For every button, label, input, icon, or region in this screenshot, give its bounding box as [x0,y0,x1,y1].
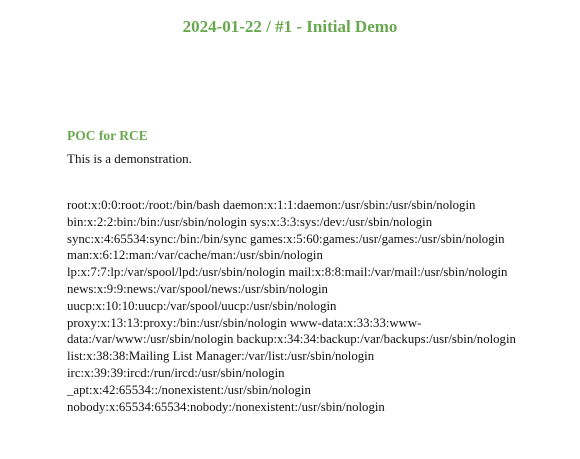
intro-text: This is a demonstration. [67,151,192,166]
section-heading: POC for RCE [67,128,148,143]
command-output: root:x:0:0:root:/root:/bin/bash daemon:x:1:1:daemon:/usr/sbin:/usr/sbin/nologin bin:x:2:2:bin:/bin:/usr/sbin/nologin sys:x:3:3:sys:/dev:/usr/sbin/nologin sync:x:4:65534:sync:/bin:/bin/sync games:x:5:60:games:/usr/games:/usr/sbin/nologin man:x:6:12:man:/var/cache/man:/usr/sbin/nologin lp:x:7:7:lp:/var/spool/lpd:/usr/sbin/nologin mail:x:8:8:mail:/var/mail:/usr/sbin/nologin news:x:9:9:news:/var/spool/news:/usr/sbin/nologin uucp:x:10:10:uucp:/var/spool/uucp:/usr/sbin/nologin proxy:x:13:13:proxy:/bin:/usr/sbin/nologin www-data:x:33:33:www-data:/var/www:/usr/sbin/nologin backup:x:34:34:backup:/var/backups:/usr/sbin/nologin list:x:38:38:Mailing List Manager:/var/list:/usr/sbin/nologin irc:x:39:39:ircd:/run/ircd:/usr/sbin/nologin _apt:x:42:65534::/nonexistent:/usr/sbin/nologin nobody:x:65534:65534:nobody:/nonexistent:/usr/sbin/nologin [67,198,516,414]
page-title: 2024-01-22 / #1 - Initial Demo [182,17,398,36]
